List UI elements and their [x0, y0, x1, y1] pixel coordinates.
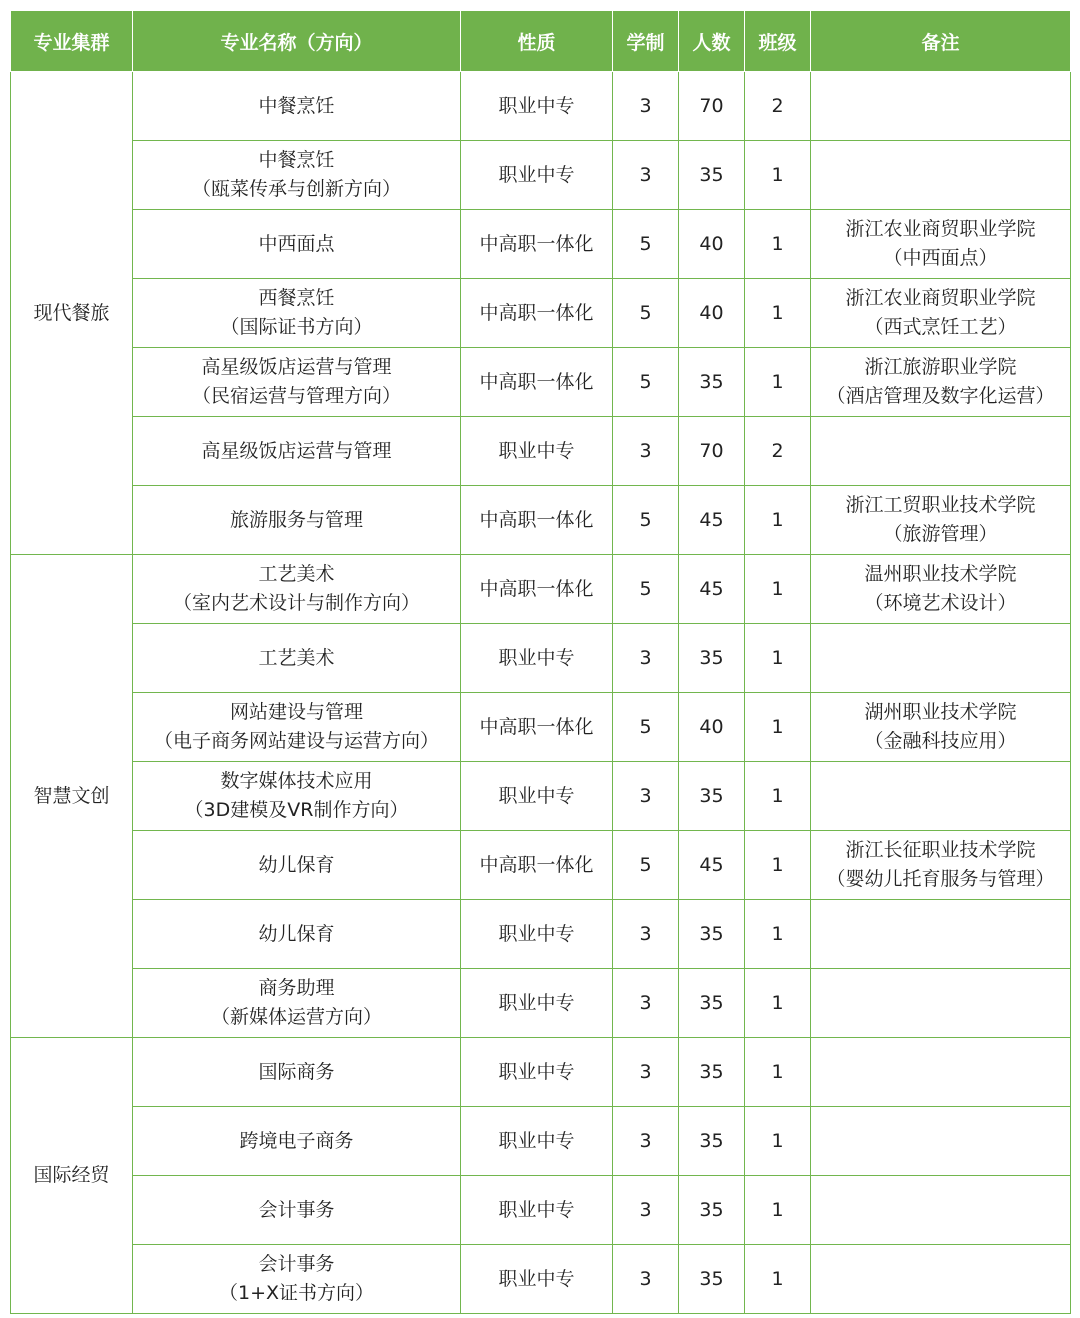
major-name: 中西面点 — [258, 232, 335, 255]
count-cell: 70 — [679, 417, 745, 486]
table-row — [11, 831, 1071, 900]
type-cell: 中高职一体化 — [461, 279, 613, 348]
major-direction: （民宿运营与管理方向） — [191, 385, 401, 407]
type-cell: 职业中专 — [461, 72, 613, 141]
classes-cell: 1 — [745, 555, 811, 624]
classes-cell: 1 — [745, 762, 811, 831]
enrollment-table — [10, 10, 1071, 1314]
major-cell — [133, 72, 461, 141]
count-cell: 40 — [679, 210, 745, 279]
classes-cell: 1 — [745, 279, 811, 348]
major-name: 数字媒体技术应用 — [220, 770, 373, 792]
count-cell: 35 — [679, 1038, 745, 1107]
table-row — [11, 762, 1071, 831]
note-college: 湖州职业技术学院 — [864, 701, 1017, 723]
count-cell: 40 — [679, 279, 745, 348]
classes-cell: 1 — [745, 900, 811, 969]
note-cell — [811, 141, 1071, 210]
classes-cell: 1 — [745, 486, 811, 555]
note-cell — [811, 210, 1071, 279]
header-note: 备注 — [811, 11, 1071, 72]
major-cell — [133, 831, 461, 900]
type-cell: 中高职一体化 — [461, 831, 613, 900]
header-cluster: 专业集群 — [11, 11, 133, 72]
count-cell: 40 — [679, 693, 745, 762]
count-cell: 45 — [679, 831, 745, 900]
major-cell — [133, 486, 461, 555]
major-cell — [133, 1176, 461, 1245]
count-cell: 35 — [679, 900, 745, 969]
type-cell: 中高职一体化 — [461, 486, 613, 555]
years-cell: 3 — [613, 141, 679, 210]
major-cell — [133, 900, 461, 969]
note-program: （婴幼儿托育服务与管理） — [826, 868, 1055, 890]
years-cell: 3 — [613, 624, 679, 693]
classes-cell: 2 — [745, 72, 811, 141]
table-row — [11, 279, 1071, 348]
major-direction: （新媒体运营方向） — [210, 1006, 382, 1028]
major-cell — [133, 417, 461, 486]
table-row — [11, 900, 1071, 969]
type-cell: 职业中专 — [461, 762, 613, 831]
years-cell: 5 — [613, 210, 679, 279]
table-body — [11, 72, 1071, 1314]
years-cell: 3 — [613, 72, 679, 141]
major-direction: （1+X证书方向） — [218, 1282, 375, 1304]
type-cell: 职业中专 — [461, 1176, 613, 1245]
type-cell: 中高职一体化 — [461, 348, 613, 417]
enrollment-table-container — [10, 10, 1070, 1314]
major-name: 高星级饭店运营与管理 — [201, 439, 392, 462]
count-cell: 35 — [679, 762, 745, 831]
classes-cell: 1 — [745, 1107, 811, 1176]
note-college: 温州职业技术学院 — [864, 563, 1017, 585]
note-cell — [811, 1176, 1071, 1245]
classes-cell: 1 — [745, 969, 811, 1038]
major-name: 高星级饭店运营与管理 — [201, 356, 392, 378]
note-cell — [811, 624, 1071, 693]
table-row — [11, 1245, 1071, 1314]
classes-cell: 1 — [745, 1176, 811, 1245]
years-cell: 3 — [613, 1176, 679, 1245]
major-name: 幼儿保育 — [258, 853, 335, 876]
note-program: （旅游管理） — [883, 523, 998, 545]
major-cell — [133, 1038, 461, 1107]
years-cell: 3 — [613, 762, 679, 831]
count-cell: 35 — [679, 1107, 745, 1176]
table-row — [11, 693, 1071, 762]
major-name: 国际商务 — [258, 1060, 335, 1083]
major-name: 西餐烹饪 — [258, 287, 335, 309]
type-cell: 职业中专 — [461, 1038, 613, 1107]
note-college: 浙江农业商贸职业学院 — [845, 287, 1036, 309]
note-college: 浙江长征职业技术学院 — [845, 839, 1036, 861]
note-cell — [811, 348, 1071, 417]
table-row — [11, 969, 1071, 1038]
note-cell — [811, 279, 1071, 348]
count-cell: 35 — [679, 624, 745, 693]
note-cell — [811, 831, 1071, 900]
table-row — [11, 1107, 1071, 1176]
type-cell: 中高职一体化 — [461, 693, 613, 762]
type-cell: 职业中专 — [461, 417, 613, 486]
note-program: （金融科技应用） — [864, 730, 1017, 752]
years-cell: 5 — [613, 693, 679, 762]
table-row — [11, 555, 1071, 624]
cluster-name-cell: 国际经贸 — [11, 1038, 133, 1314]
note-cell — [811, 486, 1071, 555]
table-row — [11, 1176, 1071, 1245]
table-row — [11, 210, 1071, 279]
major-cell — [133, 348, 461, 417]
major-direction: （3D建模及VR制作方向） — [184, 799, 409, 821]
note-cell — [811, 417, 1071, 486]
years-cell: 3 — [613, 1107, 679, 1176]
major-name: 会计事务 — [258, 1253, 335, 1275]
major-name: 会计事务 — [258, 1198, 335, 1221]
major-direction: （电子商务网站建设与运营方向） — [153, 730, 439, 752]
years-cell: 3 — [613, 417, 679, 486]
count-cell: 35 — [679, 1245, 745, 1314]
note-program: （环境艺术设计） — [864, 592, 1017, 614]
table-row — [11, 417, 1071, 486]
major-name: 网站建设与管理 — [229, 701, 363, 723]
count-cell: 35 — [679, 141, 745, 210]
major-cell — [133, 969, 461, 1038]
major-cell — [133, 1245, 461, 1314]
note-cell — [811, 72, 1071, 141]
count-cell: 35 — [679, 1176, 745, 1245]
note-college: 浙江农业商贸职业学院 — [845, 218, 1036, 240]
major-direction: （瓯菜传承与创新方向） — [191, 178, 401, 200]
type-cell: 职业中专 — [461, 969, 613, 1038]
classes-cell: 1 — [745, 831, 811, 900]
years-cell: 5 — [613, 348, 679, 417]
note-college: 浙江工贸职业技术学院 — [845, 494, 1036, 516]
major-name: 工艺美术 — [258, 646, 335, 669]
major-cell — [133, 141, 461, 210]
note-program: （中西面点） — [883, 247, 998, 269]
classes-cell: 1 — [745, 693, 811, 762]
type-cell: 职业中专 — [461, 1107, 613, 1176]
classes-cell: 1 — [745, 210, 811, 279]
type-cell: 职业中专 — [461, 141, 613, 210]
major-cell — [133, 1107, 461, 1176]
major-name: 跨境电子商务 — [239, 1129, 354, 1152]
header-count: 人数 — [679, 11, 745, 72]
note-cell — [811, 555, 1071, 624]
count-cell: 45 — [679, 486, 745, 555]
note-cell — [811, 1038, 1071, 1107]
classes-cell: 2 — [745, 417, 811, 486]
years-cell: 3 — [613, 1038, 679, 1107]
note-college: 浙江旅游职业学院 — [864, 356, 1017, 378]
years-cell: 3 — [613, 1245, 679, 1314]
major-cell — [133, 762, 461, 831]
type-cell: 职业中专 — [461, 900, 613, 969]
classes-cell: 1 — [745, 1038, 811, 1107]
table-header-row — [11, 11, 1071, 72]
major-name: 工艺美术 — [258, 563, 335, 585]
major-direction: （国际证书方向） — [220, 316, 373, 338]
major-name: 商务助理 — [258, 977, 335, 999]
major-direction: （室内艺术设计与制作方向） — [172, 592, 420, 614]
note-cell — [811, 1245, 1071, 1314]
note-cell — [811, 762, 1071, 831]
years-cell: 5 — [613, 831, 679, 900]
type-cell: 中高职一体化 — [461, 210, 613, 279]
classes-cell: 1 — [745, 348, 811, 417]
major-name: 幼儿保育 — [258, 922, 335, 945]
major-cell — [133, 555, 461, 624]
header-major: 专业名称（方向） — [133, 11, 461, 72]
years-cell: 5 — [613, 279, 679, 348]
type-cell: 中高职一体化 — [461, 555, 613, 624]
note-program: （西式烹饪工艺） — [864, 316, 1017, 338]
table-row — [11, 486, 1071, 555]
classes-cell: 1 — [745, 624, 811, 693]
header-years: 学制 — [613, 11, 679, 72]
table-row — [11, 141, 1071, 210]
count-cell: 35 — [679, 969, 745, 1038]
note-program: （酒店管理及数字化运营） — [826, 385, 1055, 407]
note-cell — [811, 969, 1071, 1038]
years-cell: 5 — [613, 555, 679, 624]
header-classes: 班级 — [745, 11, 811, 72]
cluster-name-cell: 智慧文创 — [11, 555, 133, 1038]
major-cell — [133, 693, 461, 762]
count-cell: 45 — [679, 555, 745, 624]
major-name: 旅游服务与管理 — [229, 508, 363, 531]
type-cell: 职业中专 — [461, 1245, 613, 1314]
classes-cell: 1 — [745, 1245, 811, 1314]
table-row — [11, 624, 1071, 693]
header-type: 性质 — [461, 11, 613, 72]
years-cell: 3 — [613, 900, 679, 969]
cluster-name-cell: 现代餐旅 — [11, 72, 133, 555]
major-name: 中餐烹饪 — [258, 94, 335, 117]
major-cell — [133, 624, 461, 693]
major-name: 中餐烹饪 — [258, 149, 335, 171]
count-cell: 70 — [679, 72, 745, 141]
classes-cell: 1 — [745, 141, 811, 210]
table-row — [11, 348, 1071, 417]
years-cell: 3 — [613, 969, 679, 1038]
years-cell: 5 — [613, 486, 679, 555]
note-cell — [811, 900, 1071, 969]
note-cell — [811, 1107, 1071, 1176]
major-cell — [133, 210, 461, 279]
major-cell — [133, 279, 461, 348]
table-row — [11, 1038, 1071, 1107]
note-cell — [811, 693, 1071, 762]
table-row — [11, 72, 1071, 141]
type-cell: 职业中专 — [461, 624, 613, 693]
count-cell: 35 — [679, 348, 745, 417]
